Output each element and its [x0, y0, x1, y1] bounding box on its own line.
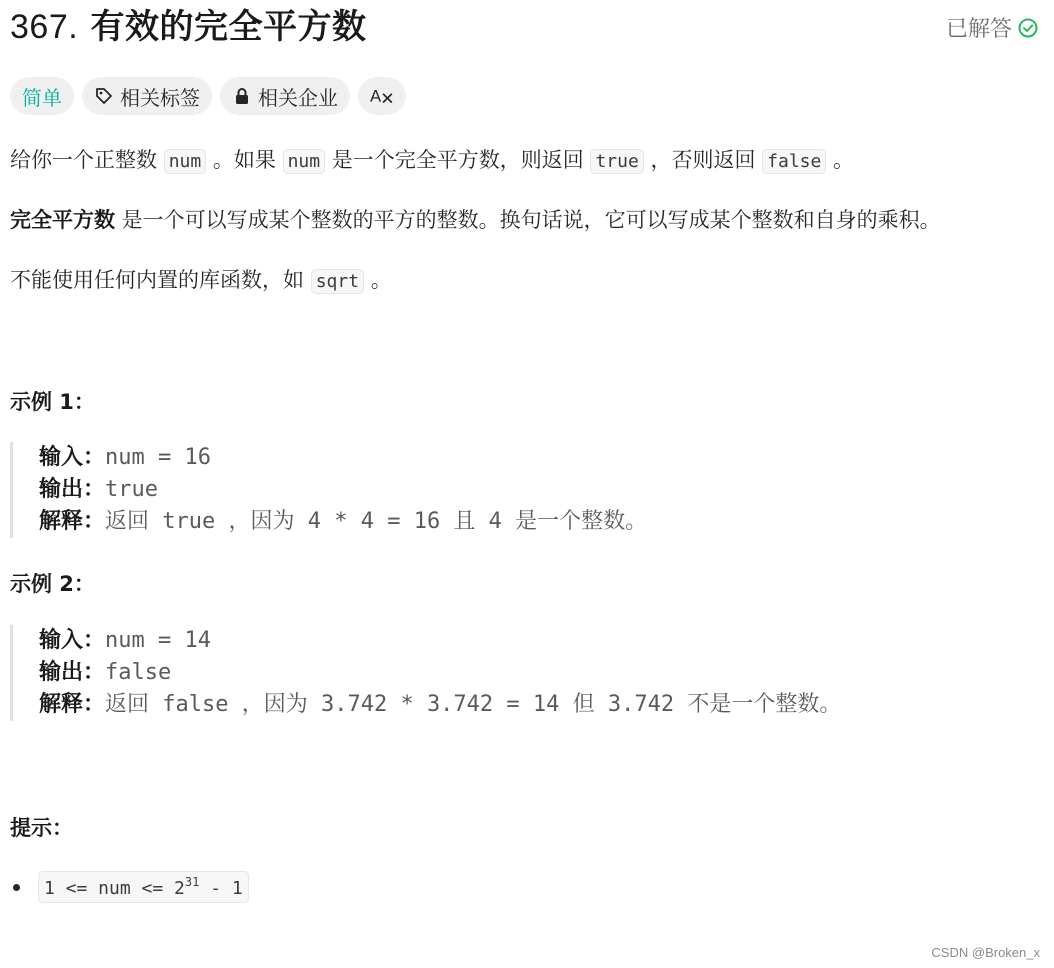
description-paragraph-1 — [10, 144, 854, 178]
description-paragraph-3 — [10, 264, 392, 298]
svg-text:A: A — [370, 86, 382, 106]
inline-code-sqrt: sqrt — [311, 269, 364, 294]
desc-text: 。 — [364, 268, 392, 292]
example-explanation-line — [39, 689, 841, 721]
input-value: num = 14 — [105, 628, 211, 653]
output-value: true — [105, 477, 158, 502]
tag-icon — [94, 86, 114, 106]
translate-button[interactable] — [358, 77, 406, 115]
related-topics-label: 相关标签 — [120, 85, 200, 110]
desc-text: 不能使用任何内置的库函数，如 — [10, 268, 311, 292]
explanation-label: 解释： — [39, 692, 106, 717]
inline-code-num: num — [283, 149, 326, 174]
check-circle-icon — [1018, 18, 1038, 38]
example-output-line — [39, 474, 647, 506]
difficulty-tag[interactable] — [10, 77, 74, 115]
constraint-post: - 1 — [199, 878, 243, 899]
example-input-line — [39, 442, 647, 474]
title-row — [10, 4, 1038, 52]
constraint-exponent: 31 — [184, 875, 200, 889]
example-explanation-line — [39, 506, 647, 538]
desc-text: 。 — [826, 148, 855, 172]
watermark: CSDN @Broken_x — [931, 945, 1040, 960]
desc-text: 是一个可以写成某个整数的平方的整数。换句话说，它可以写成某个整数和自身的乘积。 — [115, 208, 941, 232]
constraint-code — [38, 871, 249, 903]
bold-term: 完全平方数 — [10, 208, 115, 232]
example-1-block — [10, 442, 647, 538]
output-value: false — [105, 660, 172, 685]
input-label: 输入： — [39, 628, 106, 653]
desc-text: 。如果 — [206, 148, 283, 172]
inline-code-false: false — [762, 149, 826, 174]
desc-text: 是一个完全平方数，则返回 — [325, 148, 591, 172]
problem-name: 有效的完全平方数 — [90, 7, 367, 47]
example-1-heading: 示例 1： — [10, 390, 95, 414]
output-label: 输出： — [39, 477, 106, 502]
example-output-line — [39, 657, 841, 689]
solved-status — [946, 12, 1038, 43]
example-input-line — [39, 625, 841, 657]
input-value: num = 16 — [105, 445, 211, 470]
desc-text: ，否则返回 — [643, 148, 763, 172]
input-label: 输入： — [39, 445, 106, 470]
constraint-list-item — [10, 871, 249, 903]
explanation-value: 返回 true ，因为 4 * 4 = 16 且 4 是一个整数。 — [105, 509, 648, 534]
inline-code-true: true — [590, 149, 643, 174]
related-topics-button[interactable] — [82, 77, 212, 115]
inline-code-num: num — [164, 149, 207, 174]
related-companies-button[interactable] — [220, 77, 350, 115]
description-paragraph-2 — [10, 204, 941, 236]
explanation-label: 解释： — [39, 509, 106, 534]
related-companies-label: 相关企业 — [258, 85, 338, 110]
output-label: 输出： — [39, 660, 106, 685]
problem-title — [10, 4, 367, 50]
hints-heading: 提示： — [10, 816, 73, 840]
difficulty-label: 简单 — [22, 85, 62, 110]
constraint-pre: 1 <= num <= 2 — [44, 878, 185, 899]
translate-icon — [370, 85, 394, 107]
example-2-heading: 示例 2： — [10, 572, 95, 596]
bullet-icon — [13, 884, 20, 891]
explanation-value: 返回 false ，因为 3.742 * 3.742 = 14 但 3.742 不是一个整数。 — [105, 692, 842, 717]
desc-text: 给你一个正整数 — [10, 148, 164, 172]
example-2-block — [10, 625, 841, 721]
lock-icon — [232, 86, 252, 106]
tag-bar — [10, 77, 406, 115]
solved-label: 已解答 — [945, 17, 1012, 42]
problem-number: 367. — [10, 8, 79, 46]
